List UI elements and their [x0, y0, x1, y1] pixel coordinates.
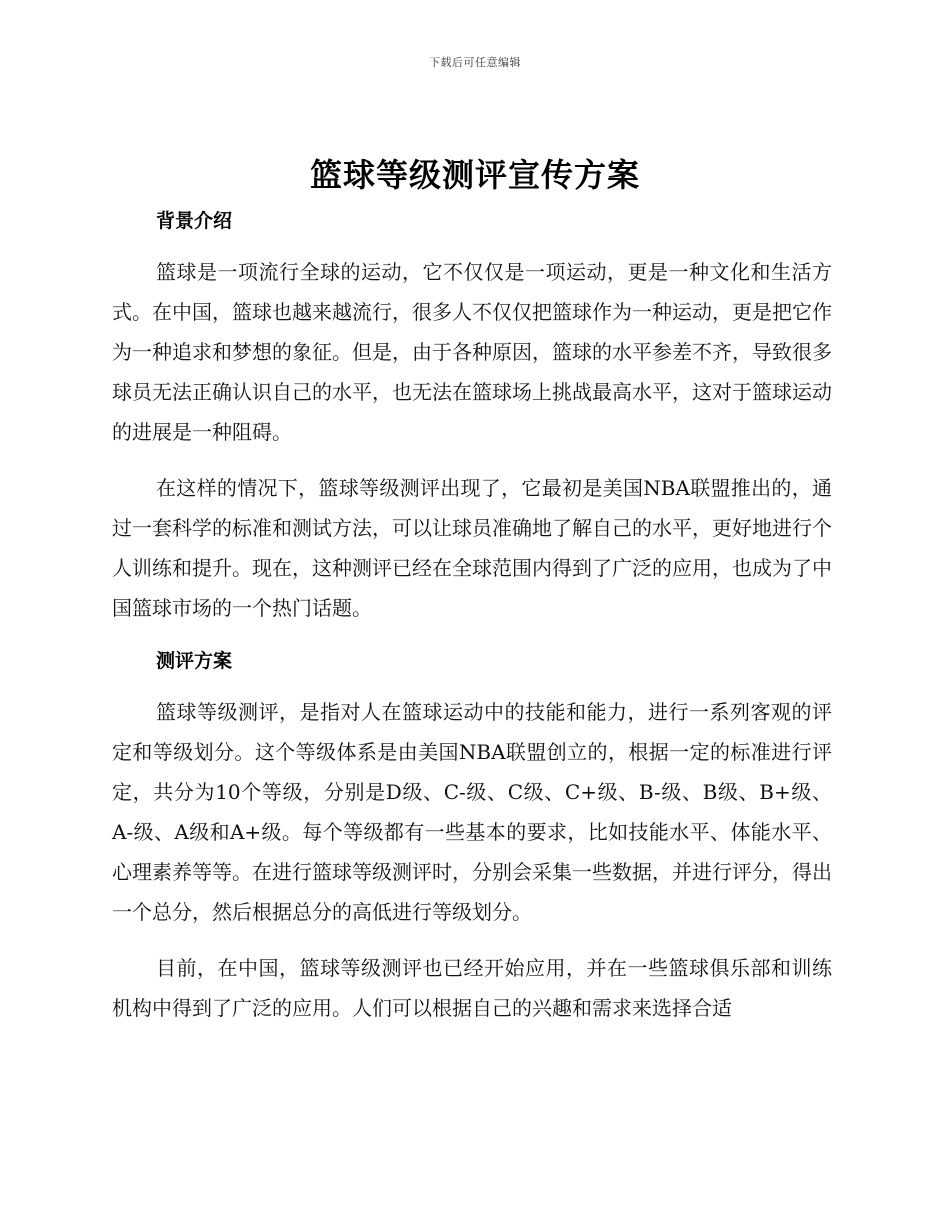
header-note: 下载后可任意编辑 [429, 56, 521, 69]
document-body [112, 200, 832, 1028]
document-title: 篮球等级测评宣传方案 [309, 156, 640, 194]
paragraph: 篮球等级测评，是指对人在篮球运动中的技能和能力，进行一系列客观的评定和等级划分。这个等级体系是由美国NBA联盟创立的，根据一定的标准进行评定，共分为10个等级，分别是D级、C-级、C级、C+级、B-级、B级、B+级、A-级、A级和A+级。每个等级都有一些基本的要求，比如技能水平、体能水平、心理素养等等。在进行篮球等级测评时，分别会采集一些数据，并进行评分，得出一个总分，然后根据总分的高低进行等级划分。 [112, 700, 832, 924]
section-heading-background: 背景介绍 [156, 210, 233, 232]
paragraph: 篮球是一项流行全球的运动，它不仅仅是一项运动，更是一种文化和生活方式。在中国，篮球也越来越流行，很多人不仅仅把篮球作为一种运动，更是把它作为一种追求和梦想的象征。但是，由于各种原因，篮球的水平参差不齐，导致很多球员无法正确认识自己的水平，也无法在篮球场上挑战最高水平，这对于篮球运动的进展是一种阻碍。 [112, 260, 832, 444]
paragraph: 目前，在中国，篮球等级测评也已经开始应用，并在一些篮球俱乐部和训练机构中得到了广泛的应用。人们可以根据自己的兴趣和需求来选择合适 [112, 956, 832, 1020]
paragraph: 在这样的情况下，篮球等级测评出现了，它最初是美国NBA联盟推出的，通过一套科学的标准和测试方法，可以让球员准确地了解自己的水平，更好地进行个人训练和提升。现在，这种测评已经在全球范围内得到了广泛的应用，也成为了中国篮球市场的一个热门话题。 [112, 476, 832, 620]
section-heading-plan: 测评方案 [156, 650, 233, 672]
